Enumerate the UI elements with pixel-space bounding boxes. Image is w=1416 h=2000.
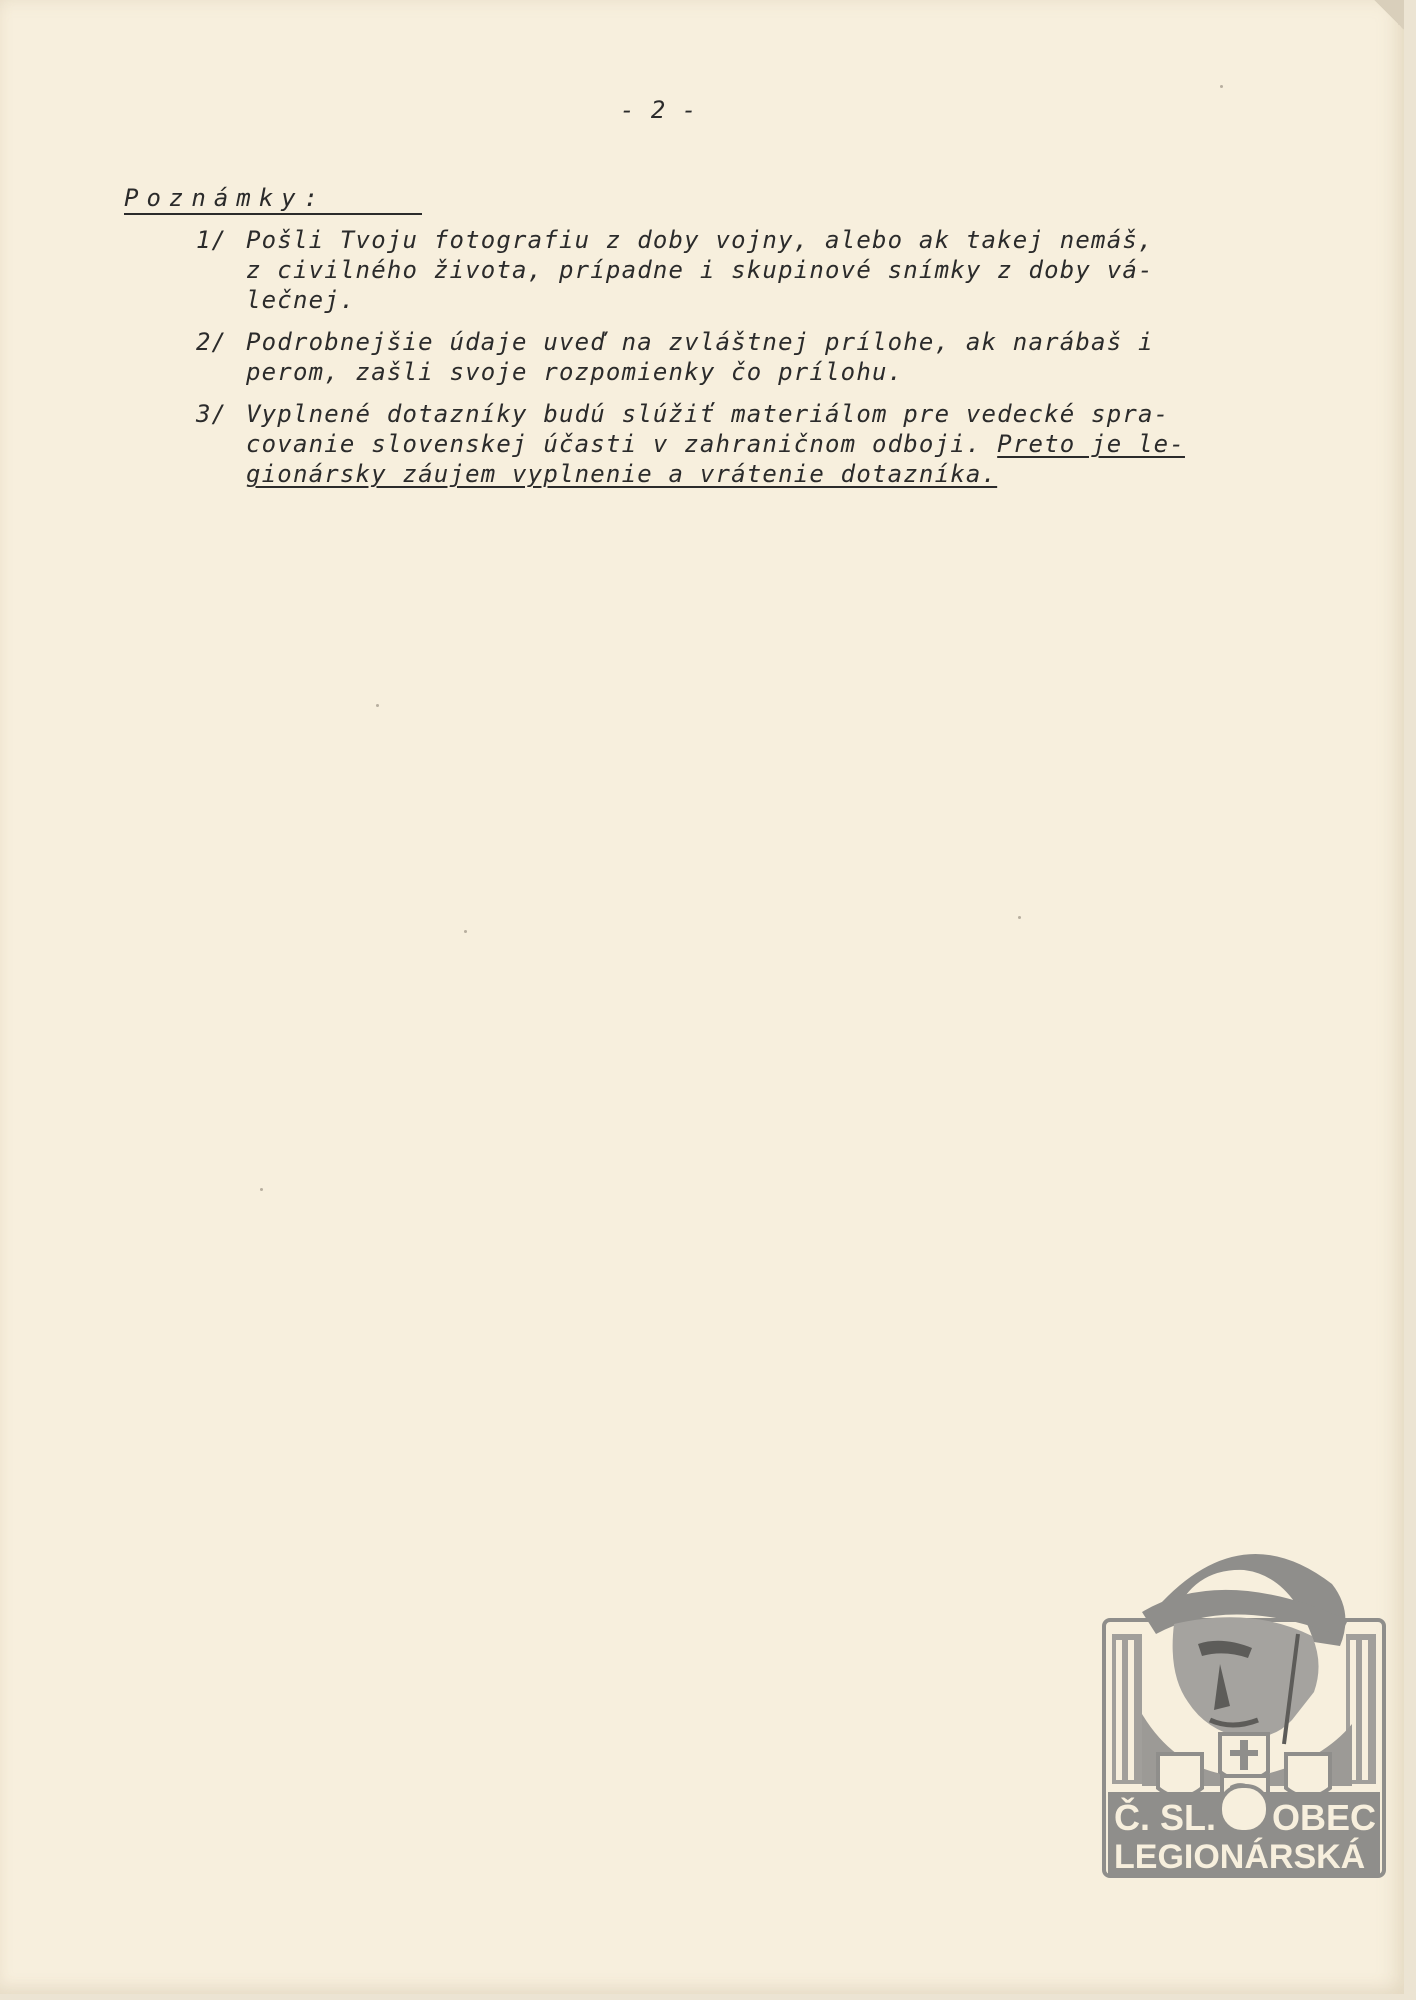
page-corner-fold (1374, 0, 1404, 30)
note-3-line-1: Vyplnené dotazníky budú slúžiť materiálom pre vedecké spra- (246, 400, 1170, 428)
note-3-line-2 (246, 430, 1185, 458)
note-1-line-3: lečnej. (246, 286, 356, 314)
note-3-emphasis-start: Preto je le- (997, 430, 1185, 458)
paper-speck (1018, 916, 1021, 919)
note-1-line-1: Pošli Tvoju fotografiu z doby vojny, alebo ak takej nemáš, (246, 226, 1154, 254)
paper-speck (260, 1188, 263, 1191)
notes-heading-underline (124, 213, 422, 215)
note-1-number: 1/ (196, 226, 227, 254)
logo-text-line-2: LEGIONÁRSKÁ (1114, 1838, 1366, 1876)
logo-text-line-1-right: OBEC (1272, 1797, 1377, 1838)
note-3-line-3-emphasis: gionársky záujem vyplnenie a vrátenie dotazníka. (246, 460, 998, 488)
note-3-line-2-text: covanie slovenskej účasti v zahraničnom odboji. (246, 430, 982, 458)
paper-speck (1220, 85, 1223, 88)
note-2-line-1: Podrobnejšie údaje uveď na zvláštnej prílohe, ak narábaš i (246, 328, 1154, 356)
page-number: - 2 - (620, 96, 698, 124)
notes-heading: Poznámky: (124, 184, 327, 212)
note-2-number: 2/ (196, 328, 227, 356)
logo-text-line-1-left: Č. SL. (1114, 1797, 1217, 1838)
note-2-line-2: perom, zašli svoje rozpomienky čo prílohu. (246, 358, 904, 386)
paper-speck (376, 704, 379, 707)
paper-speck (464, 930, 467, 933)
note-3-number: 3/ (196, 400, 227, 428)
note-1-line-2: z civilného života, prípadne i skupinové snímky z doby vá- (246, 256, 1154, 284)
legion-society-logo (1102, 1524, 1386, 1878)
